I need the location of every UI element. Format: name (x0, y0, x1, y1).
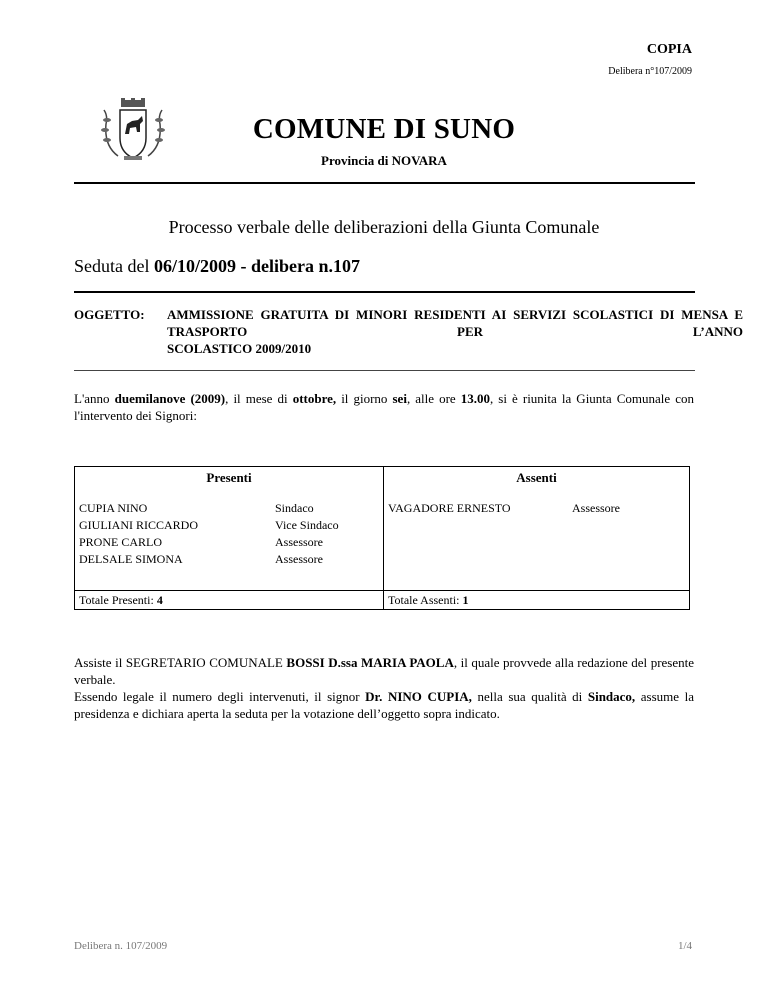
assiste-paragraph: Assiste il SEGRETARIO COMUNALE BOSSI D.ssa MARIA PAOLA, il quale provvede alla redazione del presente verbale. (74, 655, 695, 687)
document-title: Processo verbale delle deliberazioni della Giunta Comunale (168, 217, 600, 237)
list-item: DELSALE SIMONA Assessore (79, 552, 323, 566)
seduta-line: Seduta del 06/10/2009 - delibera n.107 (74, 256, 360, 276)
provincia-subtitle: Provincia di NOVARA (321, 153, 447, 168)
presenti-list (75, 486, 384, 591)
oggetto-label: OGGETTO: (74, 307, 145, 322)
intro-paragraph: L'anno duemilanove (2009), il mese di ottobre, il giorno sei, alle ore 13.00, si è riunita la Giunta Comunale con l'intervento dei Signori: (74, 391, 695, 423)
page-number: 1/4 (677, 940, 692, 952)
copia-label: COPIA (646, 42, 692, 57)
list-item: PRONE CARLO Assessore (79, 535, 323, 549)
delibera-reference: Delibera n°107/2009 (608, 66, 692, 77)
list-item: VAGADORE ERNESTO Assessore (388, 501, 620, 515)
comune-title: COMUNE DI SUNO (252, 113, 516, 145)
header-divider (74, 182, 695, 184)
oggetto-divider (74, 370, 695, 371)
essendo-paragraph: Essendo legale il numero degli intervenuti, il signor Dr. NINO CUPIA, nella sua qualità di Sindaco, assume la presidenza e dichiara aperta la seduta per la votazione dell’oggetto sopra indicato. (74, 689, 694, 721)
footer-delibera: Delibera n. 107/2009 (74, 940, 168, 952)
seduta-divider (74, 291, 695, 293)
totale-assenti: Totale Assenti: 1 (384, 591, 690, 610)
list-item: GIULIANI RICCARDO Vice Sindaco (79, 518, 339, 532)
presenti-header: Presenti (75, 467, 384, 487)
assenti-header: Assenti (384, 467, 690, 487)
oggetto-text-end: SCOLASTICO 2009/2010 (167, 341, 312, 356)
totale-presenti: Totale Presenti: 4 (75, 591, 384, 610)
assenti-list (384, 486, 690, 591)
oggetto-text: AMMISSIONE GRATUITA DI MINORI RESIDENTI AI SERVIZI SCOLASTICI DI MENSA E TRASPORTO PER L’ANNO (167, 307, 743, 339)
attendance-table (74, 466, 690, 610)
list-item: CUPIA NINO Sindaco (79, 501, 314, 515)
